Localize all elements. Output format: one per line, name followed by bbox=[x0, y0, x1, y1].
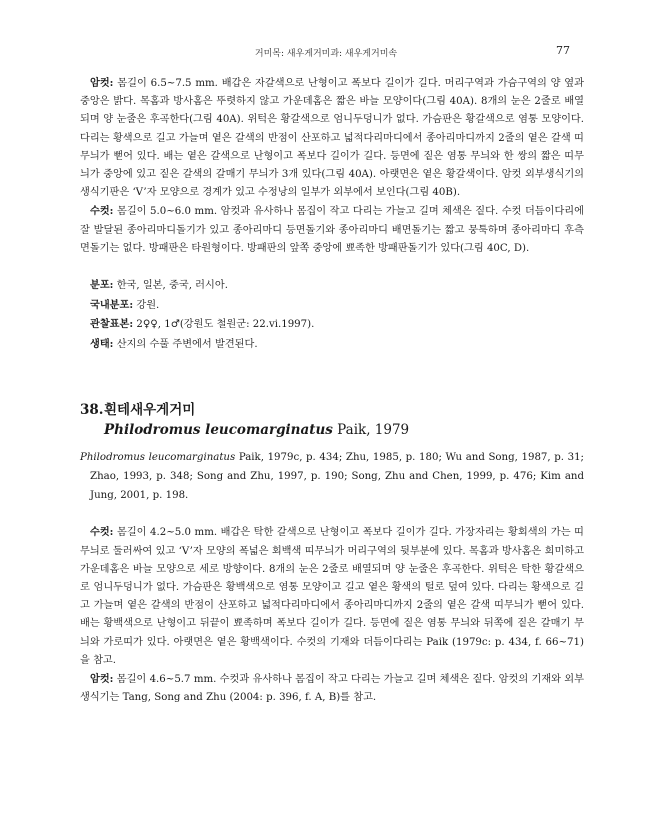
synonymy-paragraph bbox=[80, 448, 584, 505]
page-number: 77 bbox=[556, 44, 570, 57]
domestic-distribution-text: 강원. bbox=[133, 299, 160, 311]
species-number: 38. bbox=[80, 402, 104, 419]
synonymy-name: Philodromus leucomarginatus bbox=[80, 452, 236, 464]
domestic-distribution-label: 국내분포: bbox=[90, 298, 134, 311]
species-female-description: 몸길이 4.6~5.7 mm. 수컷과 유사하나 몸집이 작고 다리는 가늘고 길며 체색은 짙다. 암컷의 기재와 외부생식기는 Tang, Song and Zhu (2004: p. 396, f. A, B)를 참고. bbox=[80, 674, 584, 704]
species-binomial bbox=[80, 420, 584, 440]
specimens-label: 관찰표본: bbox=[90, 318, 134, 331]
male-description-paragraph bbox=[80, 202, 584, 258]
distribution-item bbox=[90, 276, 584, 296]
male-description: 몸길이 5.0~6.0 mm. 암컷과 유사하나 몸집이 작고 다리는 가늘고 길며 체색은 짙다. 수컷 더듬이다리에 잘 발달된 종아리마디돌기가 있고 종아리마디 등면돌기와 종아리마디 배면돌기는 짧고 뭉툭하며 종아리마디 후측면돌기는 없다. 방패판은 타원형이다. 방패판의 앞쪽 중앙에 뾰족한 방패판돌기가 있다(그림 40C, D). bbox=[80, 206, 584, 254]
distribution-label: 분포: bbox=[90, 279, 114, 292]
species-female-label: 암컷: bbox=[90, 673, 114, 686]
specimens-item bbox=[90, 315, 584, 335]
page-body bbox=[80, 74, 584, 707]
ecology-label: 생태: bbox=[90, 337, 114, 350]
species-male-label: 수컷: bbox=[90, 526, 114, 539]
female-description: 몸길이 6.5~7.5 mm. 배갑은 자갈색으로 난형이고 폭보다 길이가 길다. 머리구역과 가슴구역의 양 옆과 중앙은 밝다. 목홈과 방사홈은 뚜렷하지 않고 가운데홈은 짧은 바늘 모양이다(그림 40A). 8개의 눈은 2줄로 배열되며 양 눈줄은 후곡한다(그림 40A). 위턱은 황갈색으로 엄니두덩니가 없다. 가슴판은 황갈색으로 염통 모양이다. 다리는 황색으로 길고 가늘며 옅은 갈색의 반점이 산포하고 넓적다리마디에서 종아리마디까지 2줄의 옅은 갈색 띠무늬가 뻗어 있다. 배는 옅은 갈색으로 난형이고 폭보다 길이가 길다. 등면에 짙은 염통 무늬와 한 쌍의 짧은 띠무늬가 중앙에 있고 짙은 갈색의 갈매기 무늬가 3개 있다(그림 40A). 아랫면은 옅은 황갈색이다. 암컷 외부생식기의 생식기판은 ‘V’자 모양으로 경계가 있고 수정낭의 일부가 외부에서 보인다(그림 40B). bbox=[80, 78, 584, 199]
species-scientific-name: Philodromus leucomarginatus bbox=[104, 422, 333, 439]
domestic-distribution-item bbox=[90, 296, 584, 316]
species-male-description: 몸길이 4.2~5.0 mm. 배갑은 탁한 갈색으로 난형이고 폭보다 길이가 길다. 가장자리는 황회색의 가는 띠무늬로 둘러싸여 있고 ‘V’자 모양의 폭넓은 회백색 띠무늬가 머리구역의 뒷부분에 있다. 목홈과 방사홈은 희미하고 가운데홈은 바늘 모양으로 세로 방향이다. 8개의 눈은 2줄로 배열되며 양 눈줄은 후곡한다. 위턱은 탁한 황갈색으로 엄니두덩니가 없다. 가슴판은 황백색으로 염통 모양이고 길고 옅은 황색의 털로 덮여 있다. 다리는 황색으로 길고 가늘며 옅은 갈색의 반점이 산포하고 넓적다리마디에서 종아리마디까지 2줄의 옅은 갈색 띠무늬가 뻗어 있다. 배는 황백색으로 난형이고 뒤끝이 뾰족하며 폭보다 길이가 길다. 등면에 짙은 염통 무늬와 뒤쪽에 짙은 갈매기 무늬와 가로띠가 있다. 아랫면은 옅은 황백색이다. 수컷의 기재와 더듬이다리는 Paik (1979c: p. 434, f. 66~71)을 참고. bbox=[80, 527, 584, 666]
species-male-paragraph bbox=[80, 523, 584, 670]
female-description-paragraph bbox=[80, 74, 584, 202]
male-label: 수컷: bbox=[90, 205, 114, 218]
species-heading bbox=[80, 400, 584, 420]
species-female-paragraph bbox=[80, 670, 584, 707]
running-head: 거미목: 새우게거미과: 새우게거미속 bbox=[254, 49, 398, 59]
specimens-text: 2♀♀, 1♂(강원도 철원군: 22.vi.1997). bbox=[133, 319, 315, 331]
female-label: 암컷: bbox=[90, 77, 114, 89]
species-korean-name: 흰테새우게거미 bbox=[104, 402, 196, 419]
ecology-item bbox=[90, 335, 584, 355]
distribution-text: 한국, 일본, 중국, 러시아. bbox=[113, 280, 228, 292]
synonymy-references: Paik, 1979c, p. 434; Zhu, 1985, p. 180; Wu and Song, 1987, p. 31; Zhao, 1993, p. 348; Song and Zhu, 1997, p. 190; Song, Zhu and Chen, 1999, p. 476; Kim and Jung, 2001, p. 198. bbox=[90, 452, 584, 502]
ecology-text: 산지의 수풀 주변에서 발견된다. bbox=[113, 338, 258, 350]
distribution-list bbox=[80, 276, 584, 354]
species-author: Paik, 1979 bbox=[332, 422, 410, 439]
